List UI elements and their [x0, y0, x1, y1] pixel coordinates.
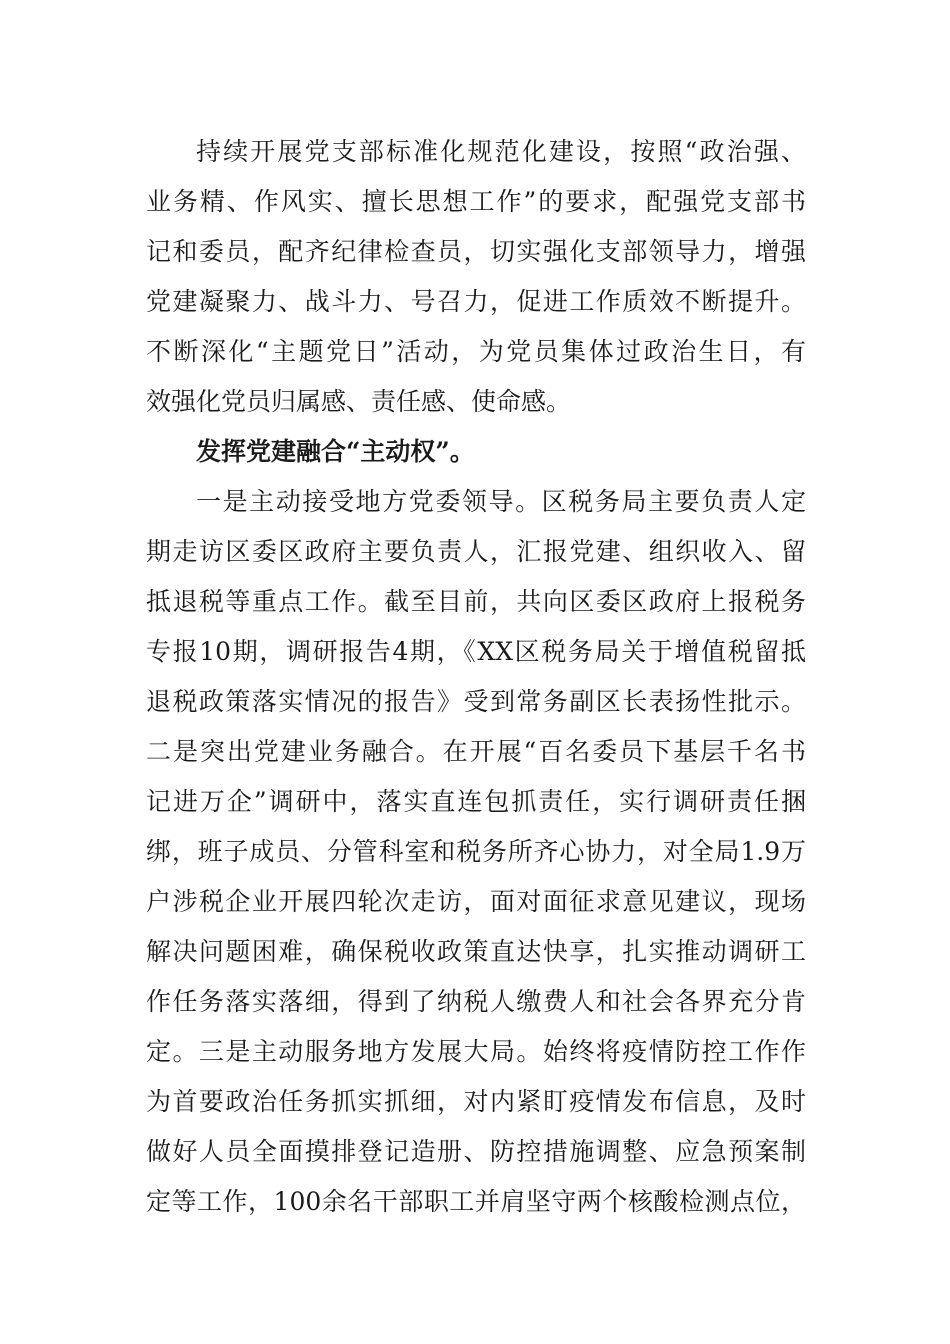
- paragraph-line: 记和委员，配齐纪律检查员，切实强化支部领导力，增强: [146, 237, 806, 266]
- paragraph-line: 持续开展党支部标准化规范化建设，按照“政治强、: [196, 137, 806, 166]
- paragraph-line: 退税政策落实情况的报告》受到常务副区长表扬性批示。: [146, 687, 806, 716]
- section-heading: 发挥党建融合“主动权”。: [196, 437, 475, 466]
- paragraph-line: 定等工作，100余名干部职工并肩坚守两个核酸检测点位，: [146, 1187, 806, 1216]
- paragraph-line: 一是主动接受地方党委领导。区税务局主要负责人定: [196, 487, 806, 516]
- paragraph-line: 效强化党员归属感、责任感、使命感。: [146, 387, 572, 416]
- paragraph-line: 为首要政治任务抓实抓细，对内紧盯疫情发布信息，及时: [146, 1087, 806, 1116]
- paragraph-line: 专报10期，调研报告4期，《XX区税务局关于增值税留抵: [146, 637, 806, 666]
- paragraph-line: 做好人员全面摸排登记造册、防控措施调整、应急预案制: [146, 1137, 806, 1166]
- paragraph-line: 户涉税企业开展四轮次走访，面对面征求意见建议，现场: [146, 887, 806, 916]
- paragraph-line: 二是突出党建业务融合。在开展“百名委员下基层千名书: [146, 737, 806, 766]
- paragraph-line: 党建凝聚力、战斗力、号召力，促进工作质效不断提升。: [146, 287, 806, 316]
- paragraph-line: 期走访区委区政府主要负责人，汇报党建、组织收入、留: [146, 537, 806, 566]
- paragraph-line: 绑，班子成员、分管科室和税务所齐心协力，对全局1.9万: [146, 837, 806, 866]
- paragraph-line: 不断深化“主题党日”活动，为党员集体过政治生日，有: [146, 337, 806, 366]
- paragraph-line: 抵退税等重点工作。截至目前，共向区委区政府上报税务: [146, 587, 806, 616]
- paragraph-line: 解决问题困难，确保税收政策直达快享，扎实推动调研工: [146, 937, 806, 966]
- paragraph-line: 记进万企”调研中，落实直连包抓责任，实行调研责任捆: [146, 787, 806, 816]
- paragraph-line: 业务精、作风实、擅长思想工作”的要求，配强党支部书: [146, 187, 806, 216]
- paragraph-line: 定。三是主动服务地方发展大局。始终将疫情防控工作作: [146, 1037, 806, 1066]
- paragraph-line: 作任务落实落细，得到了纳税人缴费人和社会各界充分肯: [146, 987, 806, 1016]
